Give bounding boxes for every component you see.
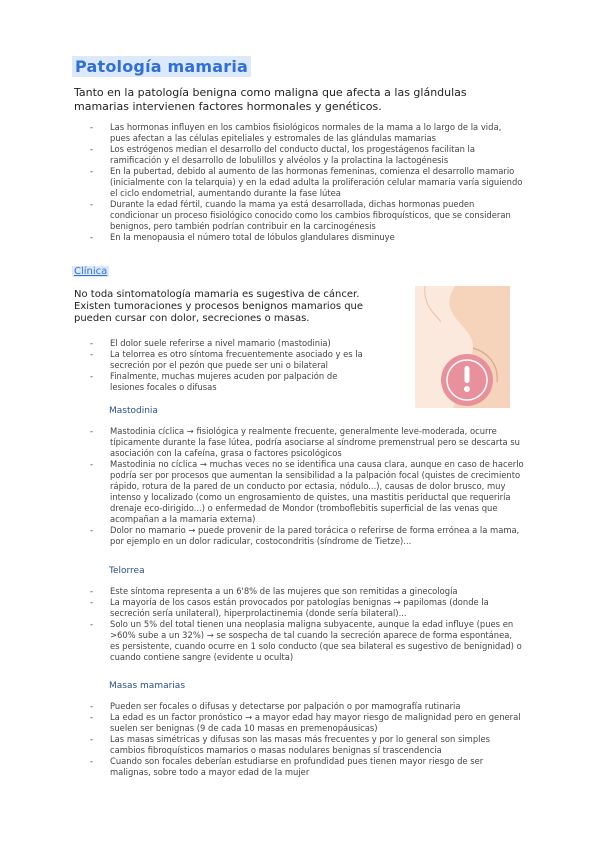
- subheading-telorrea: Telorrea: [109, 566, 145, 576]
- list-item: - Finalmente, muchas mujeres acuden por palpación de lesiones focales o difusas: [74, 371, 374, 393]
- list-item: - Las hormonas influyen en los cambios fisiológicos normales de la mama a lo largo de la vida, pues afectan a las células epiteliales y estromales de las glándulas mamarias: [74, 122, 524, 144]
- section-heading-clinica: Clínica: [74, 266, 108, 277]
- subheading-mastodinia: Mastodinia: [109, 406, 158, 416]
- list-item: - Los estrógenos median el desarrollo del conducto ductal, los progestágenos facilitan la ramificación y el desarrollo de lobulillos y alvéolos y la prolactina la lactogénesis: [74, 144, 524, 166]
- list-item: - Mastodinia no cíclica → muchas veces no se identifica una causa clara, aunque en caso de hacerlo podría ser por procesos que aumentan la sensibilidad a la palpación focal (quistes de crecimiento rápido, rotura de la pared de un conducto por ectasia, nódulo...), causas de dolor brusco, muy intenso y localizado (como un engrosamiento de quistes, una mastitis periductal que requeriría drenaje eco-dirigido...) o enfermedad de Mondor (tromboflebitis superficial de las venas que acompañan a la mamaria externa): [74, 459, 524, 525]
- subheading-masas: Masas mamarias: [109, 681, 186, 691]
- list-item: - La edad es un factor pronóstico → a mayor edad hay mayor riesgo de malignidad pero en general suelen ser benignas (9 de cada 10 masas en premenopáusicas): [74, 712, 524, 734]
- list-item: - Pueden ser focales o difusas y detectarse por palpación o por mamografía rutinaria: [74, 701, 524, 712]
- clinica-paragraph: No toda sintomatología mamaria es sugestiva de cáncer. Existen tumoraciones y procesos benignos mamarios que pueden cursar con dolor, secreciones o masas.: [74, 289, 364, 324]
- intro-paragraph: Tanto en la patología benigna como maligna que afecta a las glándulas mamarias intervienen factores hormonales y genéticos.: [74, 86, 467, 113]
- list-item: - Cuando son focales deberían estudiarse en profundidad pues tienen mayor riesgo de ser malignas, sobre todo a mayor edad de la mujer: [74, 756, 524, 778]
- masas-bullet-list: [74, 701, 524, 778]
- mastodinia-bullet-list: [74, 426, 524, 547]
- list-item: - La mayoría de los casos están provocados por patologías benignas → papilomas (donde la secreción sería unilateral), hiperprolactinemia (donde sería bilateral)...: [74, 597, 524, 619]
- exclamation-dot: [464, 386, 470, 392]
- list-item: - En la menopausia el número total de lóbulos glandulares disminuye: [74, 232, 524, 243]
- breast-warning-illustration: [415, 286, 510, 408]
- clinica-bullet-list: [74, 338, 374, 393]
- list-item: - Mastodinia cíclica → fisiológica y realmente frecuente, generalmente leve-moderada, ocurre típicamente durante la fase lútea, podría asociarse al síndrome premenstrual pero se descarta su asociación con la cafeína, grasa o factores psicológicos: [74, 426, 524, 459]
- list-item: - Este síntoma representa a un 6'8% de las mujeres que son remitidas a ginecología: [74, 586, 524, 597]
- list-item: - Solo un 5% del total tienen una neoplasia maligna subyacente, aunque la edad influye (pues en >60% sube a un 32%) → se sospecha de tal cuando la secreción aparece de forma espontánea, es persistente, cuando ocurre en 1 solo conducto (que sea bilateral es sugestivo de benignidad) o cuando contiene sangre (evidente u oculta): [74, 619, 524, 663]
- list-item: - Durante la edad fértil, cuando la mama ya está desarrollada, dichas hormonas pueden condicionar un proceso fisiológico conocido como los cambios fibroquísticos, que se consideran benignos, pero también podrían contribuir en la carcinogénesis: [74, 199, 524, 232]
- list-item: - El dolor suele referirse a nivel mamario (mastodinia): [74, 338, 374, 349]
- list-item: - Dolor no mamario → puede provenir de la pared torácica o referirse de forma errónea a la mama, por ejemplo en un dolor radicular, costocondritis (síndrome de Tietze)...: [74, 525, 524, 547]
- intro-bullet-list: [74, 122, 524, 243]
- page-title: Patología mamaria: [72, 56, 251, 77]
- list-item: - La telorrea es otro síntoma frecuentemente asociado y es la secreción por el pezón que puede ser uni o bilateral: [74, 349, 374, 371]
- exclamation-bar: [465, 366, 470, 383]
- telorrea-bullet-list: [74, 586, 524, 663]
- list-item: - En la pubertad, debido al aumento de las hormonas femeninas, comienza el desarrollo mamario (inicialmente con la telarquia) y en la edad adulta la proliferación celular mamaria varía siguiendo el ciclo endometrial, aumentando durante la fase lútea: [74, 166, 524, 199]
- list-item: - Las masas simétricas y difusas son las masas más frecuentes y por lo general son simples cambios fibroquísticos mamarios o masas nodulares benignas sí trascendencia: [74, 734, 524, 756]
